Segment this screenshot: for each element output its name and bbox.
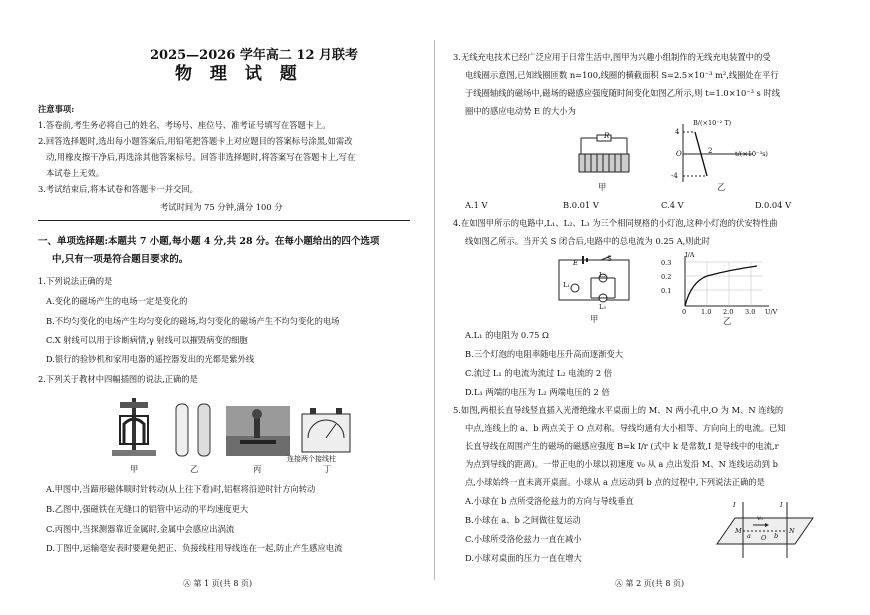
option: C.流过 L₁ 的电流为流过 L₂ 电流的 2 倍: [465, 368, 613, 378]
page-footer: Ⓐ 第 1 页(共 8 页): [183, 579, 253, 588]
page-2: [435, 0, 870, 615]
tick: 4: [675, 128, 680, 136]
option: C.丙图中,当探测器靠近金属时,金属中会感应出涡流: [46, 524, 235, 534]
question-text: 长直导线在周围产生的磁场的磁感应强度 B=k I/r (式中 k 是常数,I 是导线中的电流,r: [465, 441, 779, 451]
fig-label: 丁: [323, 464, 332, 474]
x-axis-label: t/(×10⁻³s): [735, 150, 768, 158]
option: B.乙图中,强磁铁在无缝口的铝管中运动的平均速度更大: [46, 504, 249, 514]
origin-label: O: [676, 150, 682, 158]
option: D.0.04 V: [755, 200, 792, 210]
question-text: 5.如图,两根长直导线竖直插入光滑绝缘水平桌面上的 M、N 两小孔中,O 为 M、N 连线的: [453, 405, 784, 415]
tick: 1.0: [701, 308, 712, 316]
point-label: N: [789, 527, 795, 535]
tick: 0: [682, 308, 687, 316]
tick: 3.0: [745, 308, 756, 316]
option: D.小球对桌面的压力一直在增大: [465, 553, 582, 563]
current-label: I: [733, 501, 736, 509]
tick: 2: [708, 147, 713, 155]
question-stem: 2.下列关于教材中四幅插图的说法,正确的是: [38, 374, 198, 384]
fig-wires-table: [715, 500, 815, 562]
notice-item: 本试卷上无效。: [46, 168, 105, 178]
question-text: 为点到导线的距离)。一带正电的小球以初速度 v₀ 从 a 点出发沿 M、N 连线运动到 b: [465, 459, 778, 469]
section-heading: 一、单项选择题:本题共 7 小题,每小题 4 分,共 28 分。在每小题给出的四个选项: [38, 236, 380, 247]
question-text: 点,小球始终一直未离开桌面。小球从 a 点运动到 b 点的过程中,下列说法正确的是: [465, 477, 765, 487]
option: A.甲图中,当蹄形磁体顺时针转动(从上往下看)时,铝框将沿逆时针方向转动: [46, 484, 316, 494]
x-axis-label: U/V: [765, 308, 778, 316]
option: C.X 射线可以用于诊断病情,γ 射线可以摧毁病变的细胞: [46, 335, 248, 345]
resistor-label: R: [604, 132, 610, 140]
y-axis-label: I/A: [685, 251, 695, 259]
fig-label: 乙: [190, 464, 199, 474]
point-label: O: [761, 534, 767, 542]
question-text: 线如图乙所示。当开关 S 闭合后,电路中的总电流为 0.25 A,则此时: [465, 236, 711, 246]
question-text: 电线圈示意图,已知线圈匝数 n=100,线圈的横截面积 S=2.5×10⁻³ m²,线圈处在平行: [465, 70, 779, 80]
lamp-label: L₁: [563, 281, 570, 289]
notice-item: 2.回答选择题时,选出每小题答案后,用铅笔把答题卡上对应题目的答案标号涂黑,如需改: [38, 136, 353, 146]
option: B.不均匀变化的电场产生均匀变化的磁场,均匀变化的磁场产生不均匀变化的电场: [46, 316, 340, 326]
notice-item: 1.答卷前,考生务必将自己的姓名、考场号、座位号、准考证号填写在答题卡上。: [38, 120, 331, 130]
question-text: 4.在如图甲所示的电路中,L₁、L₂、L₃ 为三个相同规格的小灯泡,这种小灯泡的伏安特性曲: [453, 218, 778, 228]
lamp-label: L₃: [599, 303, 606, 311]
exam-subject: 物 理 试 题: [175, 64, 303, 84]
tick: 0.3: [661, 259, 672, 267]
option: C.小球所受洛伦兹力一直在减小: [465, 534, 582, 544]
option: C.4 V: [661, 200, 684, 210]
tick: -4: [671, 172, 678, 180]
exam-title: 2025—2026 学年高二 12 月联考: [150, 48, 359, 63]
option: B.小球在 a、b 之间做往复运动: [465, 515, 581, 525]
fig-iv-curve: [673, 254, 773, 310]
tick: 2.0: [723, 308, 734, 316]
fig-magnet-frame: [108, 392, 160, 458]
fig-note: 连接两个接线柱: [287, 455, 336, 463]
notice-heading: 注意事项:: [38, 104, 75, 114]
question-text: 圈中的感应电动势 E 的大小为: [465, 106, 576, 116]
fig-label: 丙: [253, 464, 262, 474]
emf-label: E: [573, 259, 579, 267]
question-text: 3.无线充电技术已经广泛应用于日常生活中,图甲为兴趣小组制作的无线充电装置中的受: [453, 52, 771, 62]
fig-detector-photo: [226, 406, 290, 456]
option: A.小球在 b 点所受洛伦兹力的方向与导线垂直: [465, 496, 634, 506]
divider: [38, 220, 410, 221]
exam-time: 考试时间为 75 分钟,满分 100 分: [160, 202, 283, 212]
current-label: I: [780, 501, 783, 509]
fig-label: 乙: [723, 316, 732, 326]
fig-label: 甲: [590, 314, 599, 324]
point-label: a: [747, 532, 751, 540]
notice-item: 动,用橡皮擦干净后,再选涂其他答案标号。回答非选择题时,将答案写在答题卡上,写在: [46, 152, 356, 162]
tick: 0.1: [661, 287, 672, 295]
fig-tubes: [172, 402, 216, 458]
question-text: 中点,连线上的 a、b 两点关于 O 点对称。导线均通有大小相等、方向向上的电流。已知: [465, 423, 786, 433]
option: B.三个灯泡的电阻率随电压升高而逐渐变大: [465, 349, 624, 359]
point-label: b: [774, 532, 779, 540]
lamp-label: L₂: [599, 271, 606, 279]
fig-label: 甲: [598, 182, 607, 192]
option: A.1 V: [465, 200, 488, 210]
switch-label: S: [607, 255, 612, 263]
question-text: 于线圈轴线的磁场中,磁场的磁感应强度随时间变化如图乙所示,则 t=1.0×10⁻³ s 时线: [465, 88, 781, 98]
fig-label: 乙: [717, 182, 726, 192]
y-axis-label: B/(×10⁻² T): [693, 119, 732, 127]
option: A.L₁ 的电阻为 0.75 Ω: [465, 330, 549, 340]
option: A.变化的磁场产生的电场一定是变化的: [46, 296, 188, 306]
option: D.丁图中,运输毫安表时要避免把正、负接线柱用导线连在一起,防止产生感应电流: [46, 543, 343, 553]
fig-ammeter: [298, 404, 354, 454]
page-footer: Ⓐ 第 2 页(共 8 页): [615, 579, 685, 588]
velocity-label: v₀: [757, 514, 764, 522]
fig-label: 甲: [130, 464, 139, 474]
section-heading-cont: 中,只有一项是符合题目要求的。: [52, 254, 189, 265]
point-label: M: [735, 527, 742, 535]
question-stem: 1.下列说法正确的是: [38, 276, 113, 286]
option: D.L₁ 两端的电压为 L₂ 两端电压的 2 倍: [465, 387, 610, 397]
option: D.银行的验钞机和家用电器的遥控器发出的光都是紫外线: [46, 354, 255, 364]
tick: 0.2: [661, 273, 672, 281]
option: B.0.01 V: [563, 200, 599, 210]
notice-item: 3.考试结束后,将本试卷和答题卡一并交回。: [38, 184, 198, 194]
